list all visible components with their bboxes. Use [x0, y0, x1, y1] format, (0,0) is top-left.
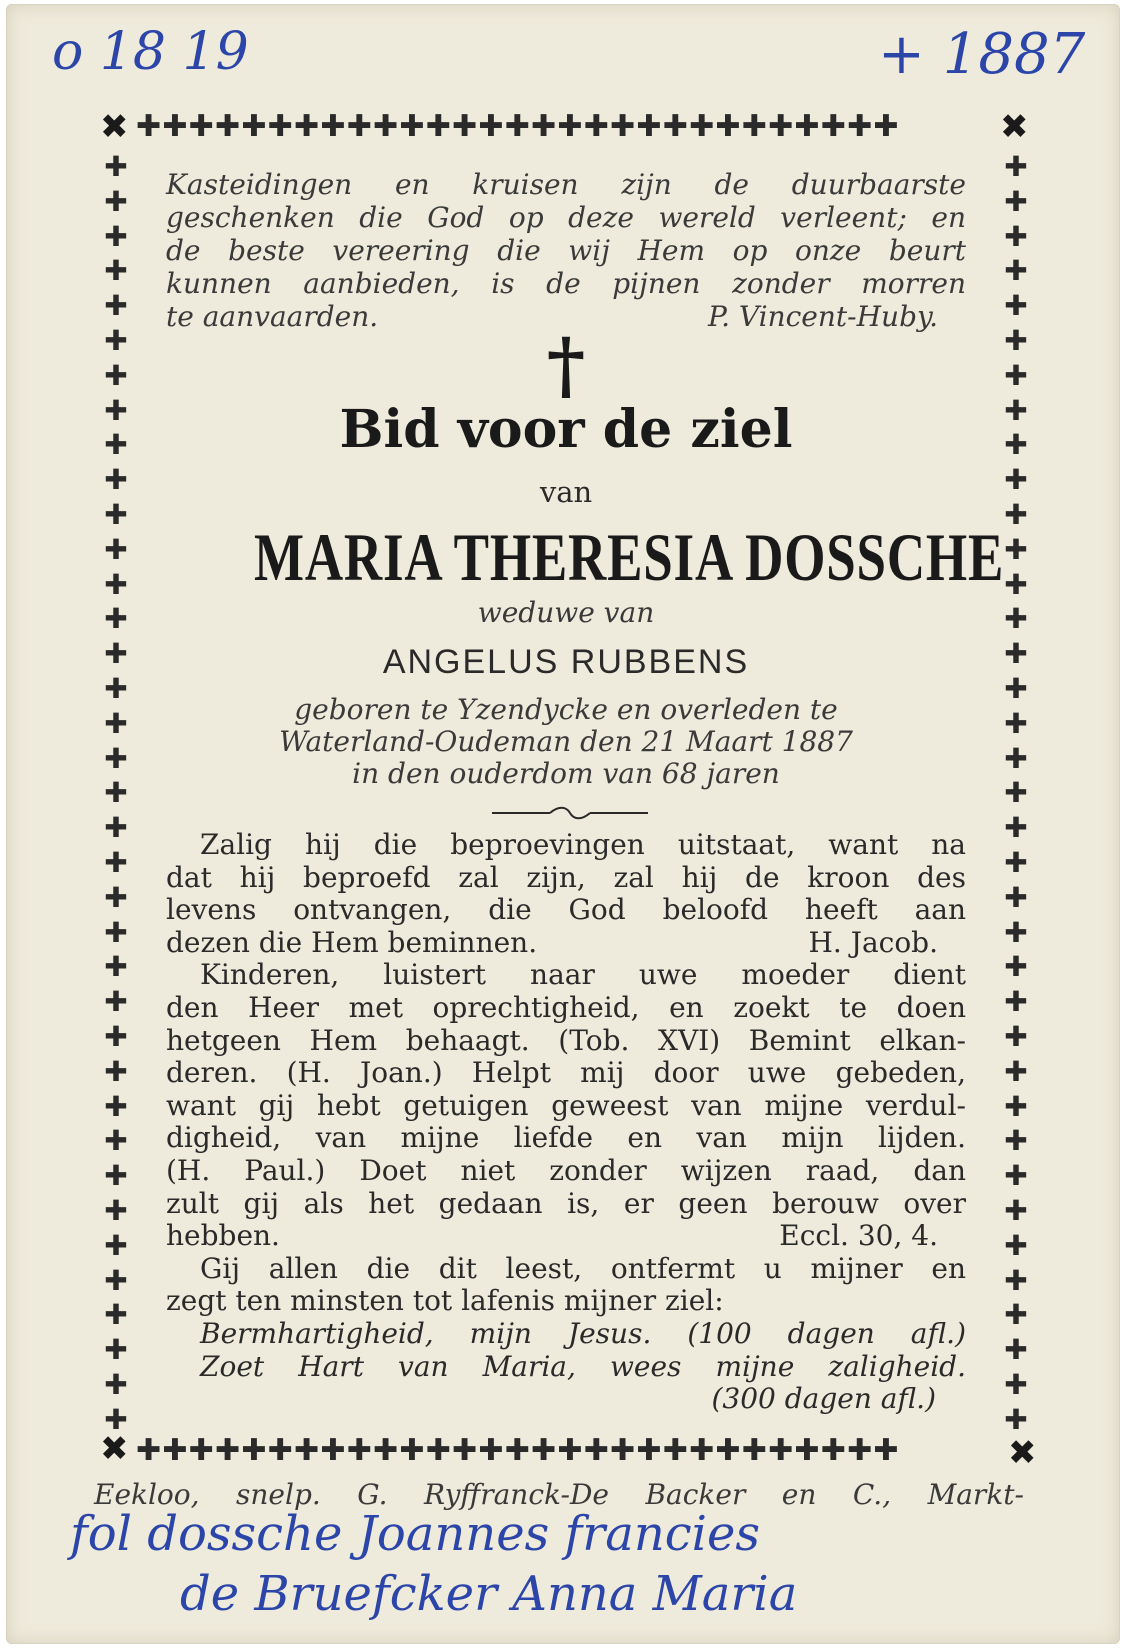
- printer-imprint: Eekloo, snelp. G. Ryffranck-De Backer en C., Markt-: [94, 1478, 1024, 1511]
- quote-line: de beste vereering die wij Hem op onze beurt: [166, 234, 966, 267]
- border-corner-bottom-left: ✖: [100, 1429, 129, 1469]
- border-corner-top-right: ✖: [1000, 107, 1029, 147]
- body-line: den Heer met oprechtigheid, en zoekt te doen: [166, 990, 966, 1024]
- prayer-indulgence: (300 dagen afl.): [711, 1382, 936, 1416]
- border-right-column: ✚ ✚ ✚ ✚ ✚ ✚ ✚ ✚ ✚ ✚ ✚ ✚ ✚ ✚ ✚ ✚ ✚ ✚ ✚ ✚ ✚ ✚ ✚ ✚ ✚ ✚ ✚ ✚ ✚ ✚ ✚ ✚ ✚ ✚ ✚ ✚ ✚: [1004, 150, 1028, 1436]
- body-line-with-citation: [166, 927, 966, 960]
- body-text: [166, 829, 966, 1416]
- pray-heading: Bid voor de ziel: [339, 399, 793, 460]
- deceased-name: MARIA THERESIA DOSSCHE: [254, 519, 1005, 595]
- quote-author: P. Vincent-Huby.: [707, 300, 938, 333]
- quote-line: kunnen aanbieden, is de pijnen zonder morren: [166, 267, 966, 300]
- details-line: Waterland-Oudeman den 21 Maart 1887: [279, 725, 853, 758]
- details-line: geboren te Yzendycke en overleden te: [294, 693, 838, 726]
- birth-death-details: [166, 694, 966, 790]
- prayer-line: Zoet Hart van Maria, wees mijne zaligheid.: [200, 1349, 966, 1383]
- citation: Eccl. 30, 4.: [779, 1219, 938, 1253]
- body-line-with-citation: [166, 1220, 966, 1253]
- citation: H. Jacob.: [808, 925, 938, 959]
- death-year-annotation: + 1887: [878, 22, 1086, 87]
- details-line: in den ouderdom van 68 jaren: [352, 757, 780, 790]
- body-line: zegt ten minsten tot lafenis mijner ziel:: [166, 1284, 724, 1318]
- border-bottom-row: ✚✚✚✚✚✚✚✚✚✚✚✚✚✚✚✚✚✚✚✚✚✚✚✚✚✚✚✚✚: [136, 1436, 900, 1466]
- body-line: zult gij als het gedaan is, er geen berouw over: [166, 1186, 966, 1220]
- border-corner-top-left: ✖: [100, 107, 129, 147]
- body-line: deren. (H. Joan.) Helpt mij door uwe gebeden,: [166, 1056, 966, 1090]
- quote-line: geschenken die God op deze wereld verleent; en: [166, 201, 966, 234]
- birth-year-annotation: o 18 19: [52, 22, 249, 82]
- body-text-segment: hebben.: [166, 1219, 280, 1253]
- body-line: digheid, van mijne liefde en van mijn lijden.: [166, 1121, 966, 1155]
- prayer-line: Bermhartigheid, mijn Jesus. (100 dagen afl.): [200, 1316, 966, 1350]
- body-line: Zalig hij die beproevingen uitstaat, want na: [200, 828, 966, 861]
- quote-line: Kasteidingen en kruisen zijn de duurbaarste: [166, 168, 966, 201]
- body-line: want gij hebt getuigen geweest van mijne verdul-: [166, 1088, 966, 1122]
- divider-ornament: [492, 805, 648, 821]
- border-top-row: ✚✚✚✚✚✚✚✚✚✚✚✚✚✚✚✚✚✚✚✚✚✚✚✚✚✚✚✚✚: [136, 112, 900, 142]
- parents-annotation-line-2: de Bruefcker Anna Maria: [180, 1566, 798, 1622]
- body-line: Kinderen, luistert naar uwe moeder dient: [200, 958, 966, 992]
- widow-of-label: weduwe van: [477, 596, 655, 629]
- heading-van: van: [539, 475, 593, 509]
- parents-annotation-line-1: fol dossche Joannes francies: [70, 1506, 761, 1562]
- body-text-segment: dezen die Hem beminnen.: [166, 925, 538, 959]
- quote-last-text: te aanvaarden.: [166, 300, 379, 333]
- husband-name: ANGELUS RUBBENS: [382, 643, 750, 681]
- border-corner-bottom-right: ✖: [1008, 1433, 1037, 1473]
- opening-quote: [166, 168, 966, 333]
- body-line: hetgeen Hem behaagt. (Tob. XVI) Bemint elkan-: [166, 1023, 966, 1057]
- body-line: (H. Paul.) Doet niet zonder wijzen raad, dan: [166, 1153, 966, 1187]
- body-line: Gij allen die dit leest, ontfermt u mijner en: [200, 1251, 966, 1285]
- body-line: levens ontvangen, die God beloofd heeft aan: [166, 893, 966, 927]
- body-line: dat hij beproefd zal zijn, zal hij de kroon des: [166, 860, 966, 894]
- cross-icon: †: [546, 323, 586, 409]
- border-left-column: ✚ ✚ ✚ ✚ ✚ ✚ ✚ ✚ ✚ ✚ ✚ ✚ ✚ ✚ ✚ ✚ ✚ ✚ ✚ ✚ ✚ ✚ ✚ ✚ ✚ ✚ ✚ ✚ ✚ ✚ ✚ ✚ ✚ ✚ ✚ ✚ ✚: [104, 150, 128, 1436]
